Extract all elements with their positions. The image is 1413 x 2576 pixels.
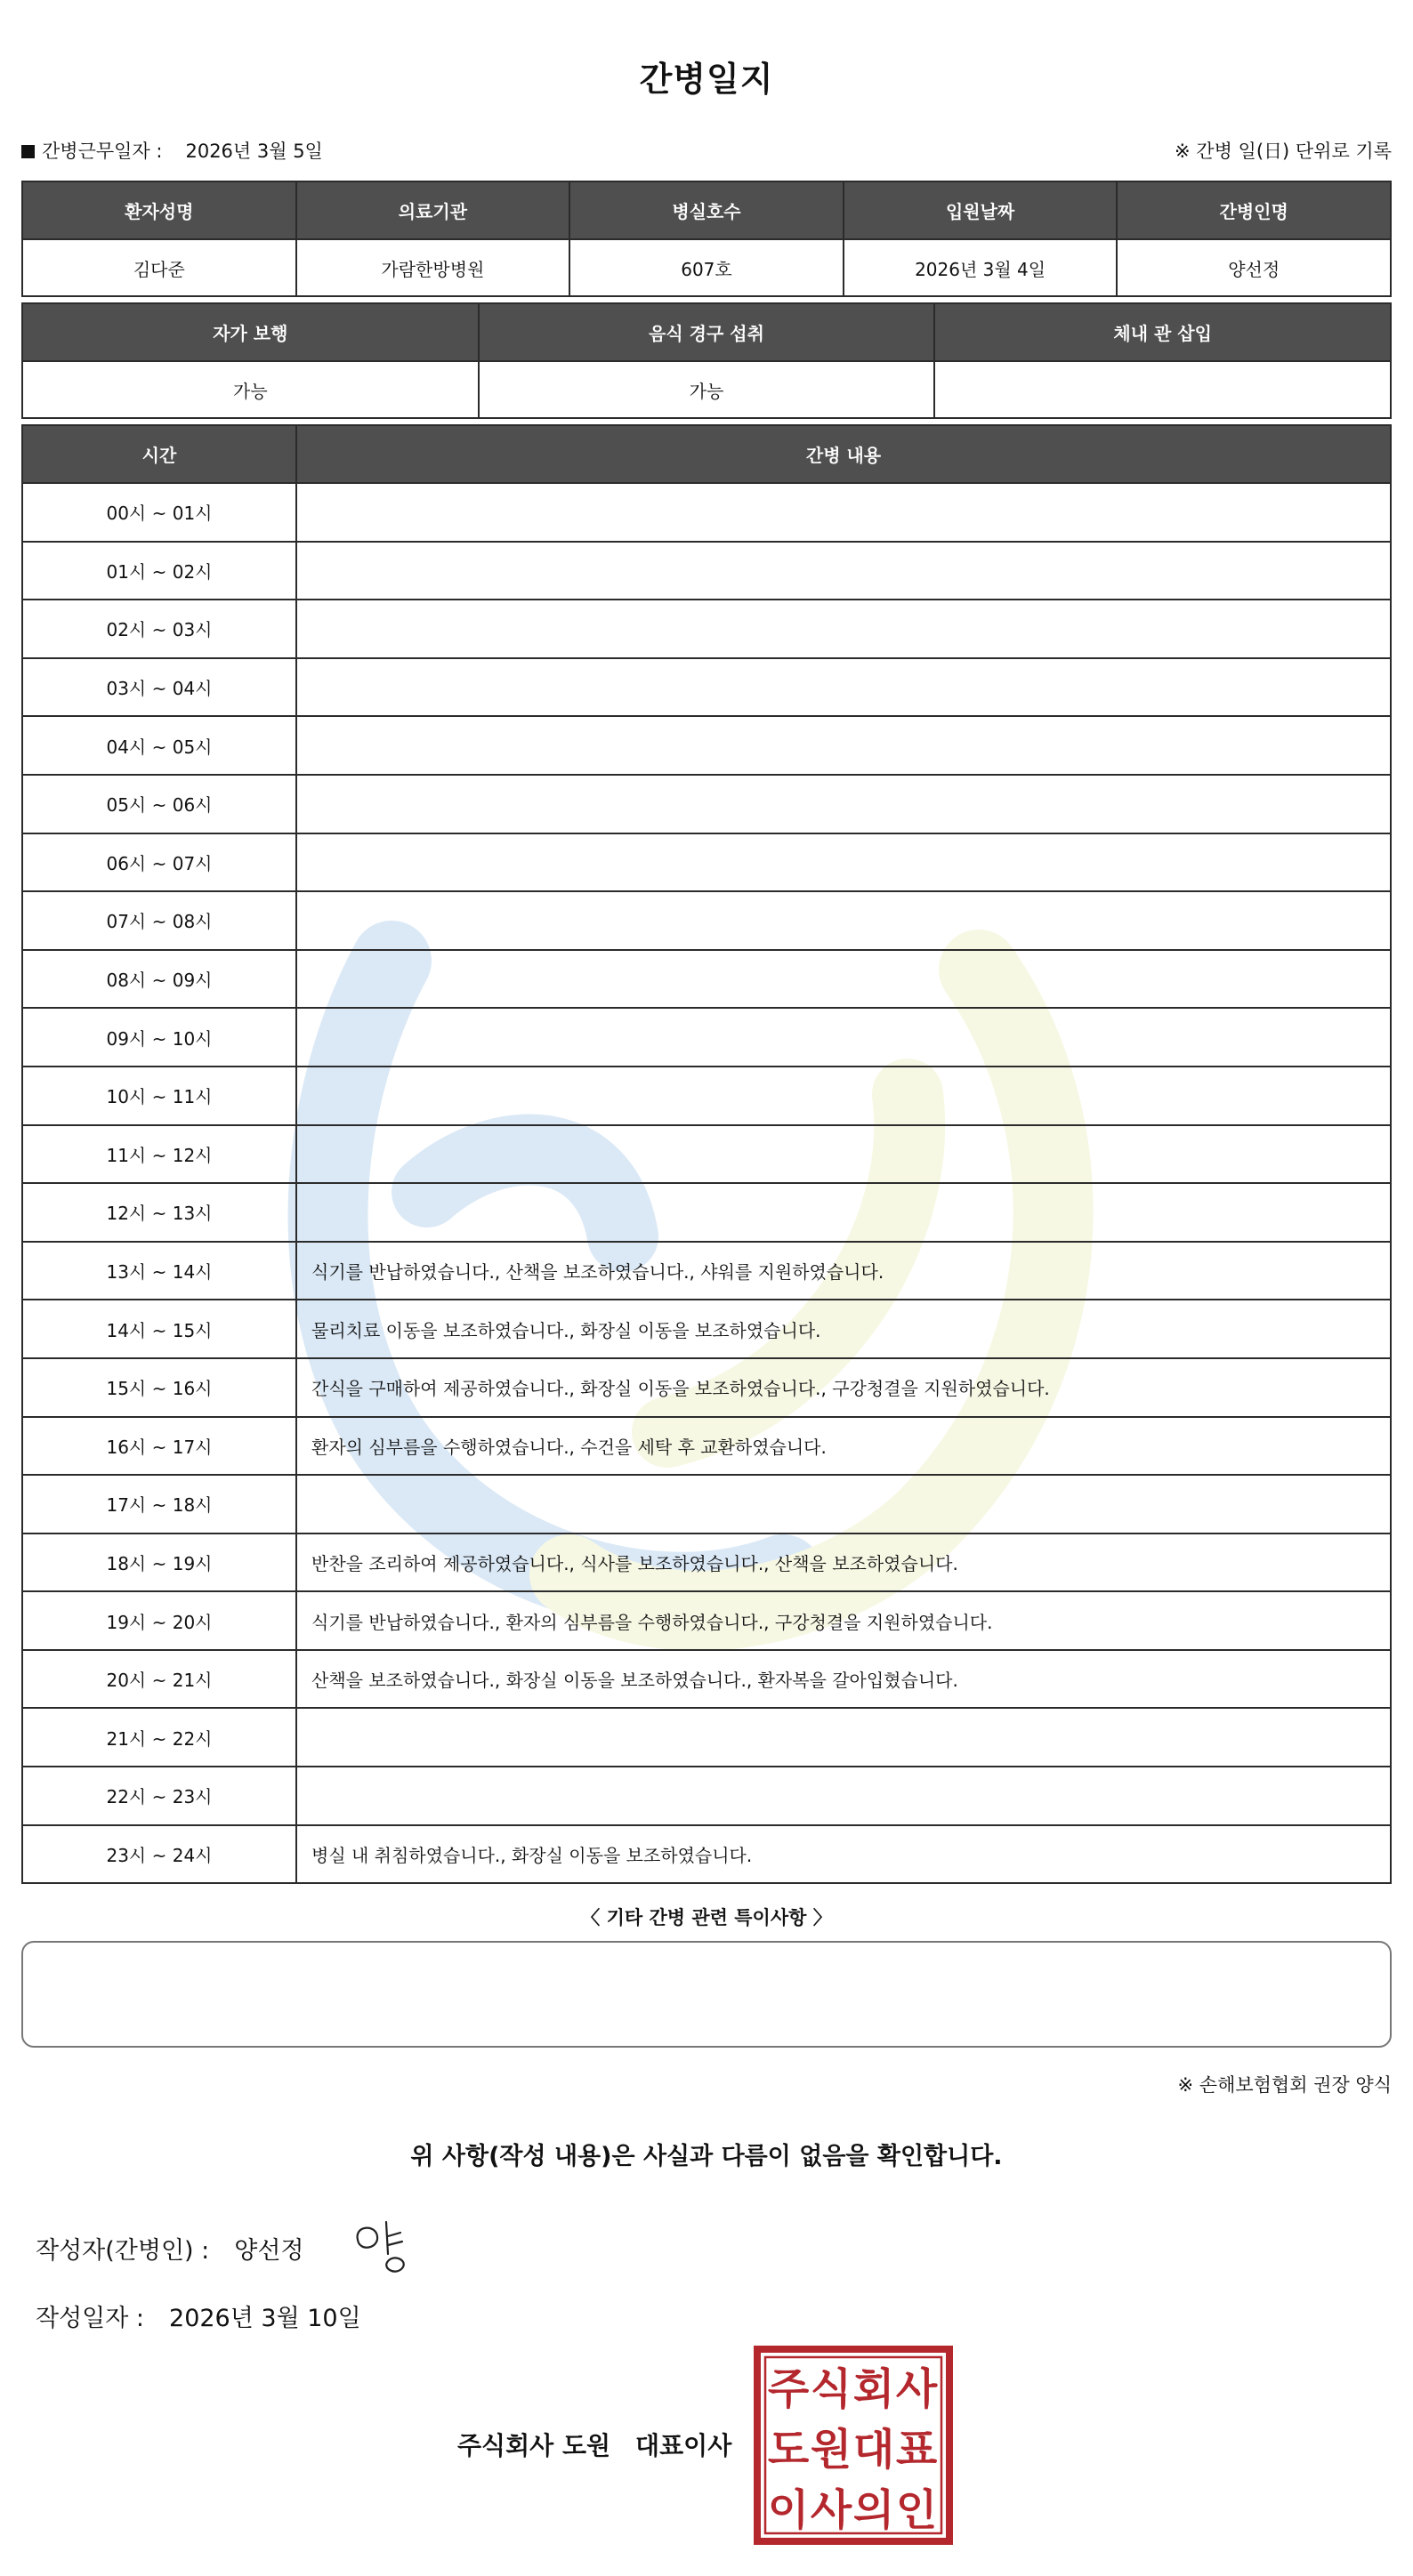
table-row <box>22 1591 1391 1650</box>
care-log-table <box>21 424 1392 1884</box>
log-time: 03시 ~ 04시 <box>22 658 296 717</box>
log-content: 식기를 반납하였습니다., 산책을 보조하였습니다., 샤워를 지원하였습니다. <box>296 1242 1391 1300</box>
svg-text:사: 사 <box>895 2364 938 2414</box>
writer-line <box>36 2231 304 2266</box>
header-self-walking: 자가 보행 <box>22 303 479 361</box>
svg-text:인: 인 <box>895 2485 938 2535</box>
log-time: 04시 ~ 05시 <box>22 716 296 775</box>
table-row <box>22 483 1391 542</box>
log-content <box>296 1475 1391 1534</box>
room-number: 607호 <box>569 239 844 296</box>
header-hospital: 의료기관 <box>296 181 570 239</box>
table-row <box>22 891 1391 950</box>
header-patient-name: 환자성명 <box>22 181 296 239</box>
svg-text:의: 의 <box>852 2485 895 2535</box>
table-row <box>22 600 1391 658</box>
written-date-value: 2026년 3월 10일 <box>169 2305 361 2332</box>
square-bullet-icon <box>21 145 35 158</box>
log-time: 19시 ~ 20시 <box>22 1591 296 1650</box>
table-row <box>22 1708 1391 1767</box>
log-time: 18시 ~ 19시 <box>22 1534 296 1592</box>
table-row <box>22 775 1391 833</box>
patient-info-table <box>21 181 1392 297</box>
log-content <box>296 1767 1391 1825</box>
writer-name: 양선정 <box>234 2237 304 2265</box>
log-content <box>296 716 1391 775</box>
written-date-line <box>36 2298 361 2333</box>
svg-text:사: 사 <box>810 2485 852 2535</box>
confirmation-statement: 위 사항(작성 내용)은 사실과 다름이 없음을 확인합니다. <box>410 2143 1003 2170</box>
company-title: 대표이사 <box>635 2431 732 2460</box>
table-row <box>22 1242 1391 1300</box>
table-row <box>22 1475 1391 1534</box>
log-content: 산책을 보조하였습니다., 화장실 이동을 보조하였습니다., 환자복을 갈아입혔습니다. <box>296 1650 1391 1709</box>
log-content: 환자의 심부름을 수행하였습니다., 수건을 세탁 후 교환하였습니다. <box>296 1417 1391 1476</box>
log-content <box>296 775 1391 833</box>
patient-name: 김다준 <box>22 239 296 296</box>
record-note: ※ 간병 일(日) 단위로 기록 <box>1175 141 1392 162</box>
log-time: 21시 ~ 22시 <box>22 1708 296 1767</box>
header-oral-intake: 음식 경구 섭취 <box>479 303 935 361</box>
company-seal <box>753 2345 954 2546</box>
svg-text:원: 원 <box>810 2425 852 2475</box>
header-tube-insertion: 체내 관 삽입 <box>934 303 1391 361</box>
log-content <box>296 833 1391 892</box>
table-row <box>22 833 1391 892</box>
log-time: 13시 ~ 14시 <box>22 1242 296 1300</box>
table-row <box>22 1825 1391 1884</box>
table-row <box>22 361 1391 418</box>
header-time: 시간 <box>22 425 296 483</box>
writer-label: 작성자(간병인) : <box>36 2237 210 2265</box>
svg-text:식: 식 <box>810 2364 852 2414</box>
svg-text:표: 표 <box>895 2425 938 2475</box>
log-content <box>296 950 1391 1009</box>
log-time: 00시 ~ 01시 <box>22 483 296 542</box>
document-title: 간병일지 <box>639 60 774 99</box>
header-care-content: 간병 내용 <box>296 425 1391 483</box>
log-content <box>296 483 1391 542</box>
log-time: 23시 ~ 24시 <box>22 1825 296 1884</box>
log-time: 15시 ~ 16시 <box>22 1358 296 1417</box>
admission-date: 2026년 3월 4일 <box>844 239 1118 296</box>
table-row <box>22 1067 1391 1125</box>
remarks-box <box>21 1941 1392 2048</box>
source-note: ※ 손해보험협회 권장 양식 <box>1177 2074 1392 2096</box>
table-row <box>22 1008 1391 1067</box>
svg-text:대: 대 <box>852 2425 895 2475</box>
svg-text:도: 도 <box>767 2425 810 2475</box>
work-date <box>21 137 323 164</box>
log-time: 07시 ~ 08시 <box>22 891 296 950</box>
log-content: 물리치료 이동을 보조하였습니다., 화장실 이동을 보조하였습니다. <box>296 1300 1391 1358</box>
log-content <box>296 1125 1391 1184</box>
written-date-label: 작성일자 : <box>36 2305 145 2332</box>
log-content <box>296 1708 1391 1767</box>
table-row <box>22 1534 1391 1592</box>
table-header-row <box>22 303 1391 361</box>
oral-intake-value: 가능 <box>479 361 935 418</box>
log-content <box>296 1183 1391 1242</box>
log-content: 병실 내 취침하였습니다., 화장실 이동을 보조하였습니다. <box>296 1825 1391 1884</box>
caregiver-name: 양선정 <box>1117 239 1391 296</box>
table-row <box>22 658 1391 717</box>
header-caregiver: 간병인명 <box>1117 181 1391 239</box>
log-time: 12시 ~ 13시 <box>22 1183 296 1242</box>
table-row <box>22 950 1391 1009</box>
work-date-label: 간병근무일자 : <box>42 141 163 162</box>
log-time: 09시 ~ 10시 <box>22 1008 296 1067</box>
log-content: 식기를 반납하였습니다., 환자의 심부름을 수행하였습니다., 구강청결을 지원하였습니다. <box>296 1591 1391 1650</box>
patient-status-table <box>21 302 1392 419</box>
handwritten-signature <box>351 2215 431 2277</box>
log-content <box>296 542 1391 600</box>
log-time: 05시 ~ 06시 <box>22 775 296 833</box>
log-content: 반찬을 조리하여 제공하였습니다., 식사를 보조하였습니다., 산책을 보조하였습니다. <box>296 1534 1391 1592</box>
table-row <box>22 1183 1391 1242</box>
log-time: 16시 ~ 17시 <box>22 1417 296 1476</box>
table-row <box>22 542 1391 600</box>
log-time: 20시 ~ 21시 <box>22 1650 296 1709</box>
table-row <box>22 1300 1391 1358</box>
svg-text:주: 주 <box>767 2364 810 2414</box>
log-content <box>296 600 1391 658</box>
table-row <box>22 1767 1391 1825</box>
log-content: 간식을 구매하여 제공하였습니다., 화장실 이동을 보조하였습니다., 구강청결을 지원하였습니다. <box>296 1358 1391 1417</box>
table-row <box>22 1358 1391 1417</box>
log-time: 11시 ~ 12시 <box>22 1125 296 1184</box>
meta-row <box>21 137 1392 165</box>
log-content <box>296 891 1391 950</box>
table-header-row <box>22 181 1391 239</box>
svg-text:회: 회 <box>852 2364 895 2414</box>
remarks-title: 〈 기타 간병 관련 특이사항 〉 <box>581 1907 832 1928</box>
table-row <box>22 716 1391 775</box>
log-time: 06시 ~ 07시 <box>22 833 296 892</box>
header-admission-date: 입원날짜 <box>844 181 1118 239</box>
log-content <box>296 658 1391 717</box>
log-time: 10시 ~ 11시 <box>22 1067 296 1125</box>
self-walking-value: 가능 <box>22 361 479 418</box>
table-row <box>22 1417 1391 1476</box>
table-row <box>22 1125 1391 1184</box>
table-header-row <box>22 425 1391 483</box>
log-content <box>296 1067 1391 1125</box>
log-time: 08시 ~ 09시 <box>22 950 296 1009</box>
log-time: 22시 ~ 23시 <box>22 1767 296 1825</box>
table-row <box>22 1650 1391 1709</box>
header-room: 병실호수 <box>569 181 844 239</box>
hospital-name: 가람한방병원 <box>296 239 570 296</box>
svg-text:이: 이 <box>767 2485 810 2535</box>
log-content <box>296 1008 1391 1067</box>
work-date-value: 2026년 3월 5일 <box>185 141 323 162</box>
company-signature-line <box>457 2427 731 2462</box>
log-time: 02시 ~ 03시 <box>22 600 296 658</box>
tube-insertion-value <box>934 361 1391 418</box>
log-time: 14시 ~ 15시 <box>22 1300 296 1358</box>
log-time: 01시 ~ 02시 <box>22 542 296 600</box>
log-time: 17시 ~ 18시 <box>22 1475 296 1534</box>
company-name: 주식회사 도원 <box>457 2431 611 2460</box>
table-row <box>22 239 1391 296</box>
